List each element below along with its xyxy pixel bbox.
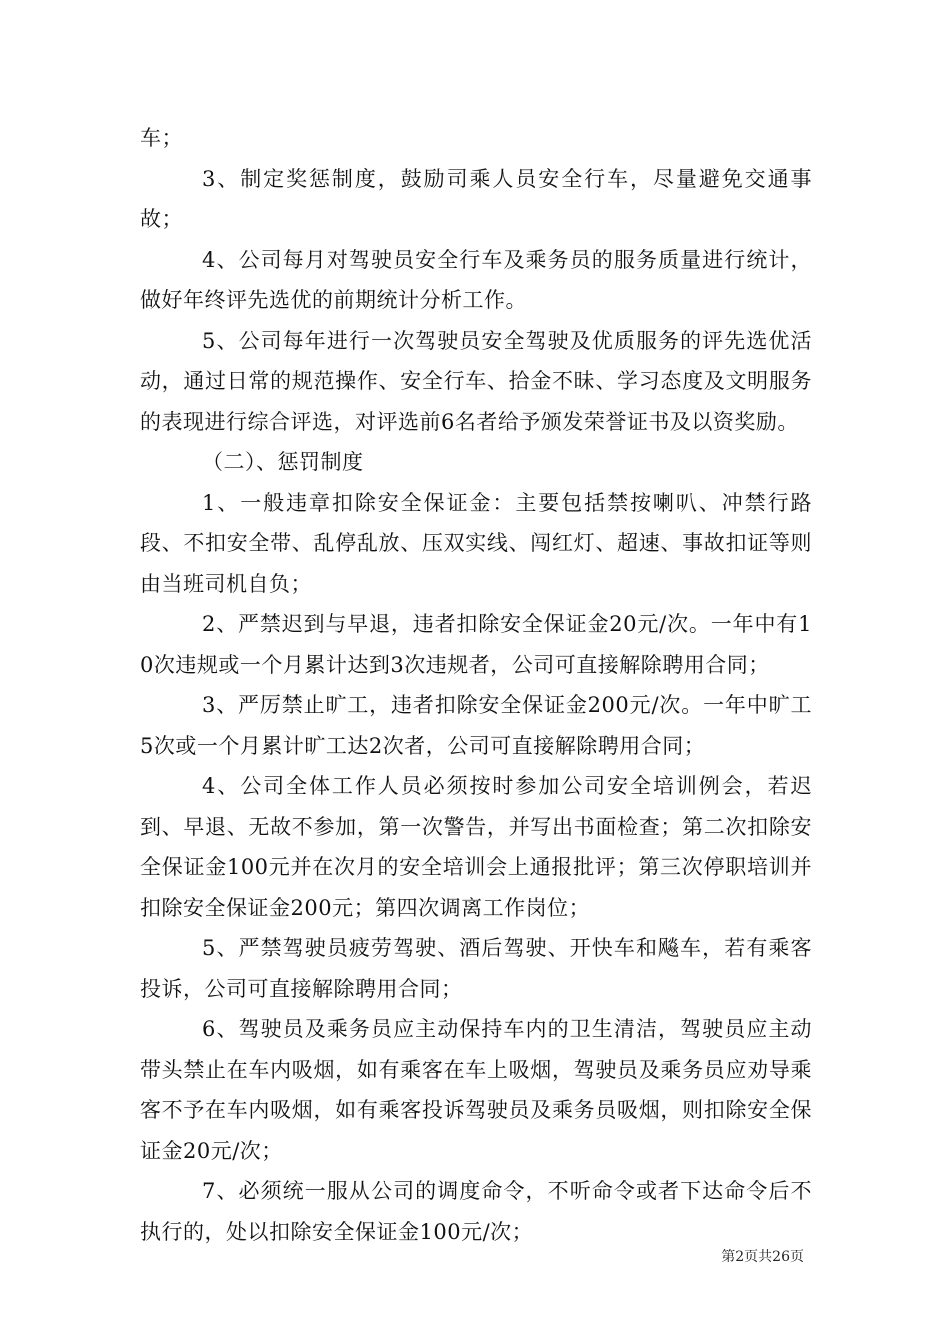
penalty-item-2: 2、严禁迟到与早退，违者扣除安全保证金20元/次。一年中有10次违规或一个月累计达到3次违规者，公司可直接解除聘用合同；	[140, 612, 812, 677]
reward-item-3: 3、制定奖惩制度，鼓励司乘人员安全行车，尽量避免交通事故；	[140, 166, 812, 231]
document-body	[140, 118, 812, 1252]
penalty-item-4: 4、公司全体工作人员必须按时参加公司安全培训例会，若迟到、早退、无故不参加，第一次警告，并写出书面检查；第二次扣除安全保证金100元并在次月的安全培训会上通报批评；第三次停职培训并扣除安全保证金200元；第四次调离工作岗位；	[140, 774, 812, 920]
penalty-item-5: 5、严禁驾驶员疲劳驾驶、酒后驾驶、开快车和飚车，若有乘客投诉，公司可直接解除聘用合同；	[140, 936, 812, 1001]
penalty-item-7: 7、必须统一服从公司的调度命令，不听命令或者下达命令后不执行的，处以扣除安全保证金100元/次；	[140, 1179, 812, 1244]
penalty-item-1: 1、一般违章扣除安全保证金：主要包括禁按喇叭、冲禁行路段、不扣安全带、乱停乱放、压双实线、闯红灯、超速、事故扣证等则由当班司机自负；	[140, 490, 812, 596]
reward-item-4: 4、公司每月对驾驶员安全行车及乘务员的服务质量进行统计，做好年终评先选优的前期统计分析工作。	[140, 247, 812, 312]
penalty-item-6: 6、驾驶员及乘务员应主动保持车内的卫生清洁，驾驶员应主动带头禁止在车内吸烟，如有乘客在车上吸烟，驾驶员及乘务员应劝导乘客不予在车内吸烟，如有乘客投诉驾驶员及乘务员吸烟，则扣除安全保证金20元/次；	[140, 1017, 812, 1163]
penalty-item-3: 3、严厉禁止旷工，违者扣除安全保证金200元/次。一年中旷工5次或一个月累计旷工达2次者，公司可直接解除聘用合同；	[140, 693, 812, 758]
reward-item-5: 5、公司每年进行一次驾驶员安全驾驶及优质服务的评先选优活动，通过日常的规范操作、安全行车、拾金不昧、学习态度及文明服务的表现进行综合评选，对评选前6名者给予颁发荣誉证书及以资奖励。	[140, 328, 812, 434]
continuation-line: 车；	[140, 126, 183, 150]
section-heading-penalty: （二）、惩罚制度	[202, 450, 364, 474]
page-number: 第2页共26页	[721, 1249, 804, 1265]
